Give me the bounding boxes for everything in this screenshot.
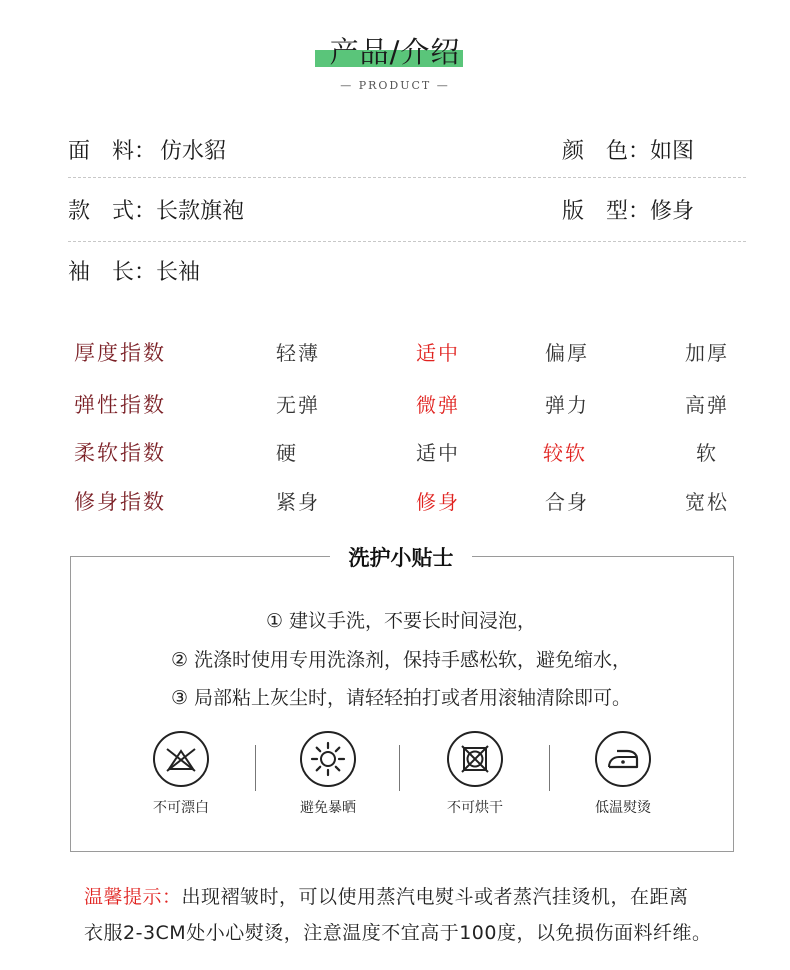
spec-fabric-label: 面 料： (68, 139, 157, 164)
spec-fabric-value: 仿水貂 (160, 139, 227, 164)
spec-style-label: 款 式： (68, 199, 157, 224)
rating-option-selected: 修身 (416, 490, 460, 514)
spec-color (562, 134, 694, 165)
no-sun-icon (300, 731, 356, 787)
spec-sleeve-value: 长袖 (156, 260, 201, 285)
no-tumble-dry-icon (447, 731, 503, 787)
tip-line: 衣服2-3CM处小心熨烫，注意温度不宜高于100度，以免损伤面料纤维。 (84, 922, 712, 944)
tip-line (84, 882, 689, 909)
rating-option-selected: 微弹 (416, 393, 460, 417)
rating-option-selected: 适中 (416, 341, 460, 365)
rating-option: 偏厚 (545, 341, 589, 365)
icon-label: 不可漂白 (153, 800, 209, 816)
care-title: 洗护小贴士 (348, 546, 454, 570)
icon-separator (399, 745, 400, 791)
spec-sleeve-label: 袖 长： (68, 260, 157, 285)
rating-option: 加厚 (685, 341, 729, 365)
care-instruction: ③ 局部粘上灰尘时，请轻轻拍打或者用滚轴清除即可。 (170, 687, 632, 709)
care-instruction: ② 洗涤时使用专用洗涤剂，保持手感松软，避免缩水， (170, 649, 632, 671)
rating-label: 柔软指数 (74, 441, 166, 465)
rating-label: 修身指数 (74, 490, 166, 514)
spec-color-value: 如图 (650, 139, 695, 164)
rating-option: 高弹 (685, 393, 729, 417)
spec-fit-value: 修身 (650, 199, 695, 224)
rating-label: 厚度指数 (74, 341, 166, 365)
rating-option: 紧身 (276, 490, 320, 514)
spec-color-label: 颜 色： (562, 139, 651, 164)
rating-option: 适中 (416, 441, 460, 465)
spec-fit (562, 194, 694, 225)
spec-fabric (68, 134, 226, 165)
rating-option: 无弹 (276, 393, 320, 417)
care-instruction: ① 建议手洗，不要长时间浸泡， (265, 610, 537, 632)
rating-option: 宽松 (685, 490, 729, 514)
tip-prefix: 温馨提示： (84, 886, 182, 908)
spec-sleeve (68, 255, 200, 286)
rating-option: 弹力 (545, 393, 589, 417)
divider (68, 177, 746, 178)
divider (68, 241, 746, 242)
low-iron-icon (595, 731, 651, 787)
spec-style-value: 长款旗袍 (156, 199, 245, 224)
icon-label: 不可烘干 (447, 800, 503, 816)
icon-label: 低温熨烫 (595, 800, 651, 816)
icon-label: 避免暴晒 (300, 800, 356, 816)
icon-separator (255, 745, 256, 791)
rating-option: 合身 (545, 490, 589, 514)
page-title: 产品/介绍 (329, 35, 461, 69)
rating-label: 弹性指数 (74, 393, 166, 417)
icon-separator (549, 745, 550, 791)
spec-fit-label: 版 型： (562, 199, 651, 224)
tip-text: 出现褶皱时，可以使用蒸汽电熨斗或者蒸汽挂烫机，在距离 (181, 886, 689, 908)
spec-style (68, 194, 244, 225)
rating-option: 硬 (276, 441, 298, 465)
rating-option-selected: 较软 (543, 441, 587, 465)
rating-option: 轻薄 (276, 341, 320, 365)
page-subtitle: — PRODUCT — (340, 79, 450, 92)
rating-option: 软 (696, 441, 718, 465)
no-bleach-icon (153, 731, 209, 787)
